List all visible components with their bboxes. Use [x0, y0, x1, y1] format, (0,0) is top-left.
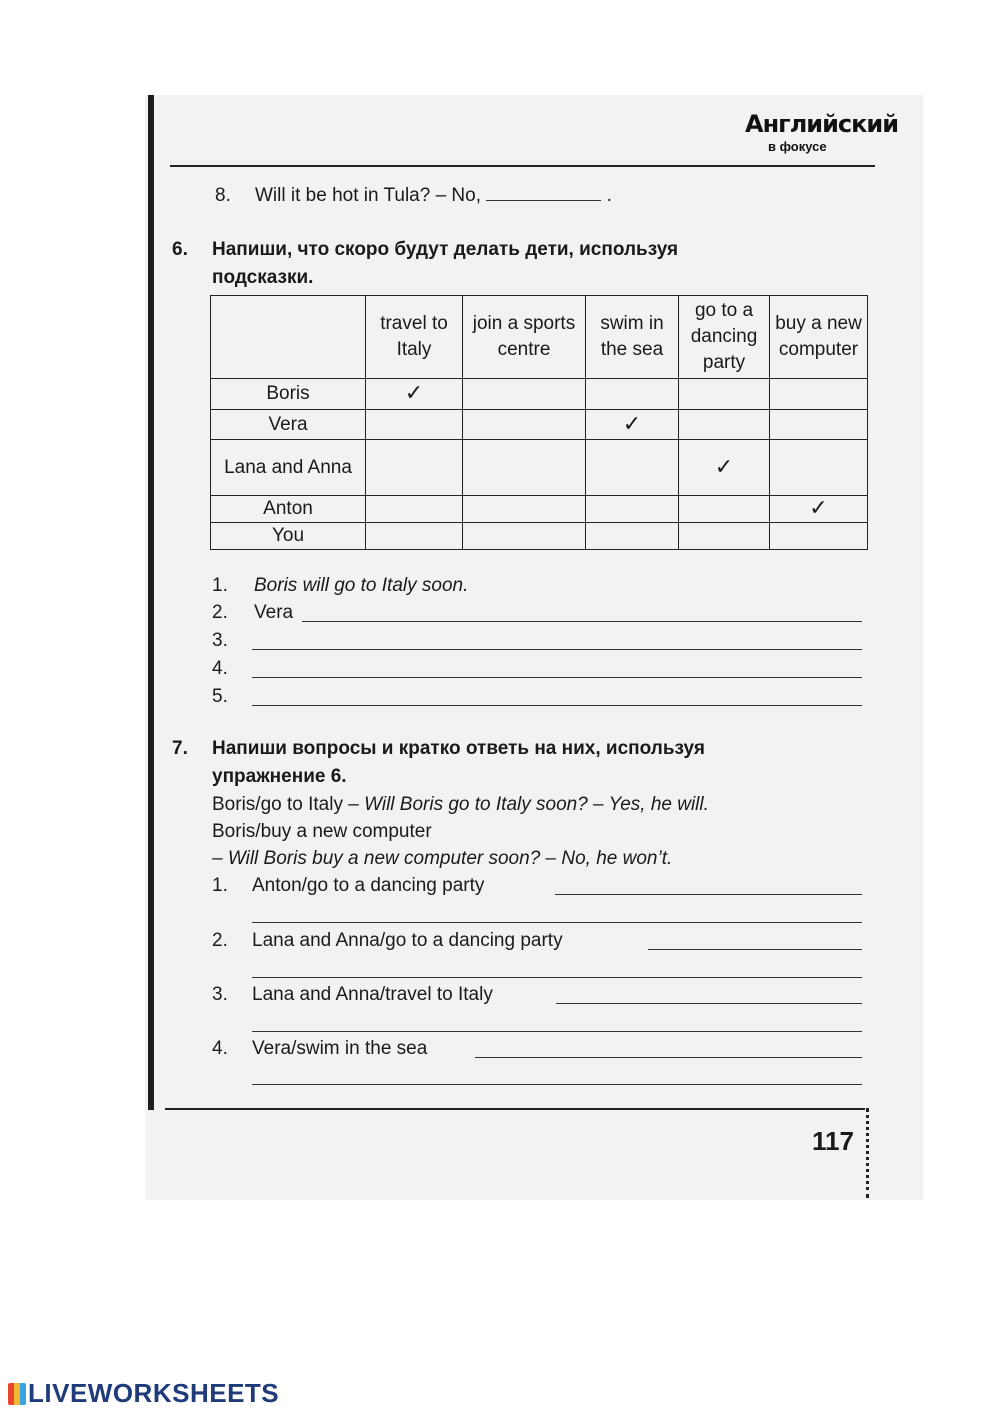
- check-cell: [679, 379, 770, 410]
- ex7-title-line1: Напиши вопросы и кратко ответь на них, используя: [212, 738, 705, 759]
- ex6-answer-5: [212, 685, 254, 709]
- liveworksheets-icon: [8, 1383, 26, 1405]
- column-header: travel to Italy: [366, 296, 463, 379]
- prompt-table: [210, 295, 868, 550]
- ex5-item-number: 8.: [215, 185, 231, 206]
- table-row: [211, 496, 868, 523]
- row-name: Anton: [211, 496, 366, 523]
- item-number: 1.: [212, 875, 228, 896]
- ex7-example-2-answer: – Will Boris buy a new computer soon? – No, he won’t.: [212, 848, 673, 869]
- ex7-item-2: [212, 929, 563, 953]
- check-cell: [679, 410, 770, 440]
- row-name: Boris: [211, 379, 366, 410]
- check-cell: [770, 410, 868, 440]
- ex7-example-1: [212, 793, 709, 817]
- row-name: Lana and Anna: [211, 440, 366, 496]
- table-row: [211, 379, 868, 410]
- item-number: 2.: [212, 930, 228, 951]
- answer-line[interactable]: [475, 1057, 862, 1058]
- page-number: 117: [812, 1126, 854, 1156]
- answer-line[interactable]: [648, 949, 862, 950]
- check-cell: [463, 440, 586, 496]
- row-name: Vera: [211, 410, 366, 440]
- table-row: [211, 410, 868, 440]
- ex7-example-2-prompt: Boris/buy a new computer: [212, 821, 432, 842]
- answer-line[interactable]: [252, 705, 862, 706]
- example-prompt: Boris/go to Italy –: [212, 794, 359, 815]
- column-header: buy a new computer: [770, 296, 868, 379]
- ex5-item-8: [215, 182, 612, 208]
- table-row: [211, 440, 868, 496]
- check-cell: [770, 379, 868, 410]
- answer-number: 4.: [212, 658, 228, 679]
- item-prompt: Lana and Anna/go to a dancing party: [252, 930, 563, 951]
- check-cell: [463, 410, 586, 440]
- column-header: swim in the sea: [586, 296, 679, 379]
- ex7-title: [172, 737, 705, 761]
- ex6-answer-1: [212, 574, 468, 598]
- check-cell: [463, 523, 586, 550]
- answer-line[interactable]: [302, 621, 862, 622]
- book-logo: Английский: [745, 110, 899, 138]
- ex7-title-line2: упражнение 6.: [212, 766, 347, 787]
- header-rule: [170, 165, 875, 167]
- answer-line[interactable]: [252, 977, 862, 978]
- answer-line[interactable]: [556, 1003, 862, 1004]
- row-name: You: [211, 523, 366, 550]
- check-cell: [770, 440, 868, 496]
- dotted-edge: [866, 1108, 869, 1198]
- liveworksheets-brand: LIVEWORKSHEETS: [28, 1378, 280, 1408]
- check-cell: ✓: [366, 379, 463, 410]
- item-number: 4.: [212, 1038, 228, 1059]
- ex7-item-3: [212, 983, 493, 1007]
- check-cell: ✓: [586, 410, 679, 440]
- ex6-title-line1: Напиши, что скоро будут делать дети, используя: [212, 239, 679, 260]
- footer-rule: [165, 1108, 865, 1110]
- check-cell: ✓: [679, 440, 770, 496]
- check-cell: [586, 440, 679, 496]
- check-cell: [586, 523, 679, 550]
- ex6-title: [172, 238, 678, 262]
- answer-line[interactable]: [252, 1031, 862, 1032]
- example-answer: Will Boris go to Italy soon? – Yes, he will.: [364, 794, 709, 815]
- answer-number: 1.: [212, 575, 228, 596]
- check-cell: [586, 496, 679, 523]
- ex5-item-text: Will it be hot in Tula? – No,: [255, 185, 481, 206]
- ex6-number: 6.: [172, 239, 188, 260]
- check-cell: ✓: [770, 496, 868, 523]
- ex7-number: 7.: [172, 738, 188, 759]
- ex6-answer-2: [212, 601, 293, 625]
- answer-number: 2.: [212, 602, 228, 623]
- liveworksheets-logo[interactable]: [8, 1378, 279, 1409]
- answer-line[interactable]: [252, 677, 862, 678]
- column-header: join a sports centre: [463, 296, 586, 379]
- column-header: go to a dancing party: [679, 296, 770, 379]
- ex6-title-line2: подсказки.: [212, 267, 314, 288]
- ex6-answer-3: [212, 629, 254, 653]
- answer-number: 3.: [212, 630, 228, 651]
- check-cell: [366, 496, 463, 523]
- item-prompt: Lana and Anna/travel to Italy: [252, 984, 493, 1005]
- check-cell: [586, 379, 679, 410]
- answer-number: 5.: [212, 686, 228, 707]
- answer-line[interactable]: [252, 649, 862, 650]
- check-cell: [463, 496, 586, 523]
- answer-start: Vera: [254, 602, 294, 623]
- answer-blank[interactable]: [486, 182, 601, 201]
- table-header-row: [211, 296, 868, 379]
- check-cell: [679, 523, 770, 550]
- ex6-answer-4: [212, 657, 254, 681]
- item-prompt: Anton/go to a dancing party: [252, 875, 485, 896]
- check-cell: [366, 410, 463, 440]
- table-row: [211, 523, 868, 550]
- ex7-item-1: [212, 874, 484, 898]
- ex7-item-4: [212, 1037, 427, 1061]
- check-cell: [366, 440, 463, 496]
- check-cell: [366, 523, 463, 550]
- check-cell: [463, 379, 586, 410]
- answer-line[interactable]: [555, 894, 862, 895]
- item-prompt: Vera/swim in the sea: [252, 1038, 428, 1059]
- page-spine: [148, 95, 154, 1110]
- answer-example: Boris will go to Italy soon.: [254, 575, 469, 596]
- check-cell: [679, 496, 770, 523]
- answer-line[interactable]: [252, 922, 862, 923]
- answer-line[interactable]: [252, 1084, 862, 1085]
- ex5-item-end: .: [606, 185, 612, 206]
- book-logo-subtitle: в фокусе: [768, 139, 827, 154]
- item-number: 3.: [212, 984, 228, 1005]
- check-cell: [770, 523, 868, 550]
- table-corner-cell: [211, 296, 366, 379]
